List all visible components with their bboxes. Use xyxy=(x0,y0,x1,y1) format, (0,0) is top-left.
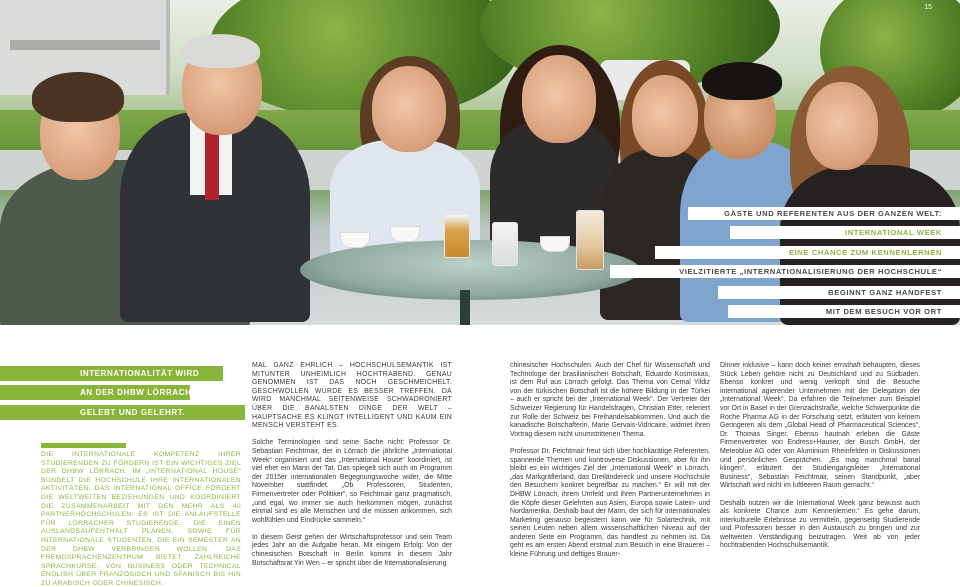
photo-coffee-cup xyxy=(390,226,420,242)
body-paragraph: Solche Terminologien sind seine Sache nicht: Professor Dr. Sebastian Feichtmair, der in Lörrach die jährliche „International Week“ organisiert und das „International House“ koordiniert, ist viel eher ein Mann der Tat. Das spiegelt sich auch im Programm der 2015er internationalen Begegnungswoche wider, die Mitte November stattfindet. „Ob Professoren, Studenten, Firmenvertreter oder Politiker“, so Feichtmair ganz pragmatisch, „und egal, wo immer sie auch herkommen mögen, zunächst einmal sind es alle Menschen und die müssen ankommen, sich wohlfühlen und Eindrücke sammeln.“ xyxy=(252,439,452,524)
photo-caption-line: GÄSTE UND REFERENTEN AUS DER GANZEN WELT: xyxy=(688,207,960,220)
intro-paragraph: DIE INTERNATIONALE KOMPETENZ IHRER STUDIERENDEN ZU FÖRDERN IST EIN WICHTIGES ZIEL DER DHBW LÖRRACH. IM „INTERNATIONAL HOUSE“ BÜNDELT DIE HOCHSCHULE IHRE INTERNATIONALEN AKTIVITÄTEN. DAS INTERNATIONAL OFFICE FÖRDERT DIE WELTWEITEN BEZIEHUNGEN UND KOORDINIERT DIE ZUSAMMENARBEIT MIT DEN MEHR ALS 40 PARTNERHOCHSCHULEN. ES IST DIE ANLAUFSTELLE FÜR LÖRRACHER STUDIERENDE, DIE EINEN AUSLANDSAUFENTHALT PLANEN, SOWIE FÜR INTERNATIONALE STUDENTEN, DIE EIN SEMESTER AN DER DHBW VERBRINGEN WOLLEN. DAS FREMDSPRACHENZENTRUM BIETET ZAHLREICHE SPRACHKURSE: VON BUSINESS ODER TECHNICAL ENGLISH ÜBER FRANZÖSISCH UND SPANISCH BIS HIN ZU ARABISCH ODER CHINESISCH. xyxy=(41,451,241,587)
photo-water-glass xyxy=(492,222,518,266)
photo-caption-line: INTERNATIONAL WEEK xyxy=(730,226,960,239)
photo-caption-line: VIELZITIERTE „INTERNATIONALISIERUNG DER HOCHSCHULE“ xyxy=(610,265,960,278)
photo-coffee-cup xyxy=(340,232,370,248)
body-column-3 xyxy=(720,362,920,560)
body-column-1 xyxy=(252,362,452,577)
photo-caption-line: EINE CHANCE ZUM KENNENLERNEN xyxy=(655,246,960,259)
intro-rule xyxy=(41,443,126,448)
body-paragraph: Deshalb nutzen wir die International Week ganz bewusst auch als konkrete Chance zum Kennenlernen.“ Es gehe darum, interkulturelle Erlebnisse zu vermitteln, gegenseitig Studierende und Professoren besser in den Austausch zu bringen und zur weltweiten Verständigung beizutragen. Weit ab von jeder hochtrabenden Hochschulsemantik. xyxy=(720,499,920,550)
photo-latte-glass xyxy=(576,210,604,270)
page-number: 15 xyxy=(924,4,932,11)
photo-table-stand xyxy=(460,290,470,325)
body-paragraph: chinesischer Hochschulen. Auch der Chef für Wissenschaft und Technologie der brasilianischen Botschaft, Eduardo Kosmiskas, ist dem Ruf aus Lörrach gefolgt. Das Thema von Cemal Yildiz von der türkischen Botschaft ist die höhere Bildung in der Türkei – auch er spricht bei der „International Week“. Der Vertreter der Schweizer Regierung für Handelsfragen, Christian Etter, referiert zur Rolle der Schweiz bei Freihandelsabkommen. Und auch die kanadische Botschafterin, Marie Gervais-Vidricaire, widmet ihren Vortrag diesem nicht unumstrittenen Thema. xyxy=(510,362,710,438)
body-paragraph: Dinner inklusive – kann doch keiner ernsthaft behaupten, dieses Stück Leben gehöre nicht zu Deutschland und zu Südbaden. Ebenso konkret und wenig verkopft sind die Besuche international agierender Unternehmen mit der Delegation der „International Week“. Da erfahren die Teilnehmer zum Beispiel vor Ort in Basel in der Grenzachstraße, welche Schwerpunkte die Roche Pharma AG in der Forschung setzt, erläutert von keinem Geringeren als dem „Global Head of Pharmaceutical Sciences“, Dr. Thomas Singer. Ebenso hautnah erleben die Gäste Firmenvertreter von Endress+Hauser, der Busch GmbH, der Meteoblue AG oder von Aluminium Rheinfelden in Diskussionen und persönlichen Gesprächen. „Es mag manchmal banal klingen“, erläutert der Studiengangsleiter „International Business“, Sebastian Feichtmair, seinen Standpunkt, „aber Wirtschaft wird nicht im luftleeren Raum gemacht.“ xyxy=(720,362,920,490)
headline-bar: AN DER DHBW LÖRRACH xyxy=(0,385,190,400)
headline-bar: INTERNATIONALITÄT WIRD xyxy=(0,366,223,381)
headline-bar: GELEBT UND GELEHRT. xyxy=(0,405,245,420)
body-paragraph: In diesem Geist gehen der Wirtschaftsprofessor und sein Team jedes Jahr an die Aufgabe heran. Mit einigem Erfolg: Von der chinesischen Botschaft in Berlin kommt in diesem Jahr Botschaftsrat Yin Wen – er spricht über die Internationalisierung xyxy=(252,533,452,567)
photo-caption-line: MIT DEM BESUCH VOR ORT xyxy=(728,305,960,318)
photo-beer-glass xyxy=(444,214,470,258)
photo-coffee-cup xyxy=(540,236,570,252)
body-paragraph: Professor Dr. Feichtmair freut sich über hochkarätige Referenten, spannende Themen und kontroverse Diskussionen, aber für ihn bleibt es ein wichtiges Ziel der „International Week“ in Lörrach, „das Markgräflerland, das Dreiländereck und unsere Hochschule den Besuchern konkret begreifbar zu machen.“ Er will mit der DHBW Lörrach, ihrem Umfeld und ihren Partnerunternehmen in die Köpfe dieser Gelehrten aus Asien, Europa sowie Latein- und Nordamerika. Deshalb baut der Mann, der sich für internationales Marketing genauso begeistern kann wie für Solartechnik, mit seinen Leuten neben allem wissenschaftlichen Niveau auf der anderen Seite ein Programm, das handfest zu nehmen ist. Da geht es am ersten Abend erstmal zum Besuch in eine Brauerei – kleine Führung und deftiges Brauer- xyxy=(510,447,710,559)
photo-caption-line: BEGINNT GANZ HANDFEST xyxy=(718,286,960,299)
lead-paragraph: MAL GANZ EHRLICH – HOCHSCHULSEMANTIK IST MITUNTER UNHEIMLICH HOCHTRABEND. GENAU GENOMMEN IST DAS NOCH GESCHMEICHELT. GESCHWOLLEN WÜRDE ES BESSER TREFFEN. DA WIRD MANCHMAL SEITENWEISE SCHWADRONIERT ÜBER DIE BANALSTEN DINGE DER WELT – HAUPTSACHE ES KLINGT INTELLIGENT UND KAUM EIN MENSCH VERSTEHT ES. xyxy=(252,362,452,430)
body-column-2 xyxy=(510,362,710,568)
